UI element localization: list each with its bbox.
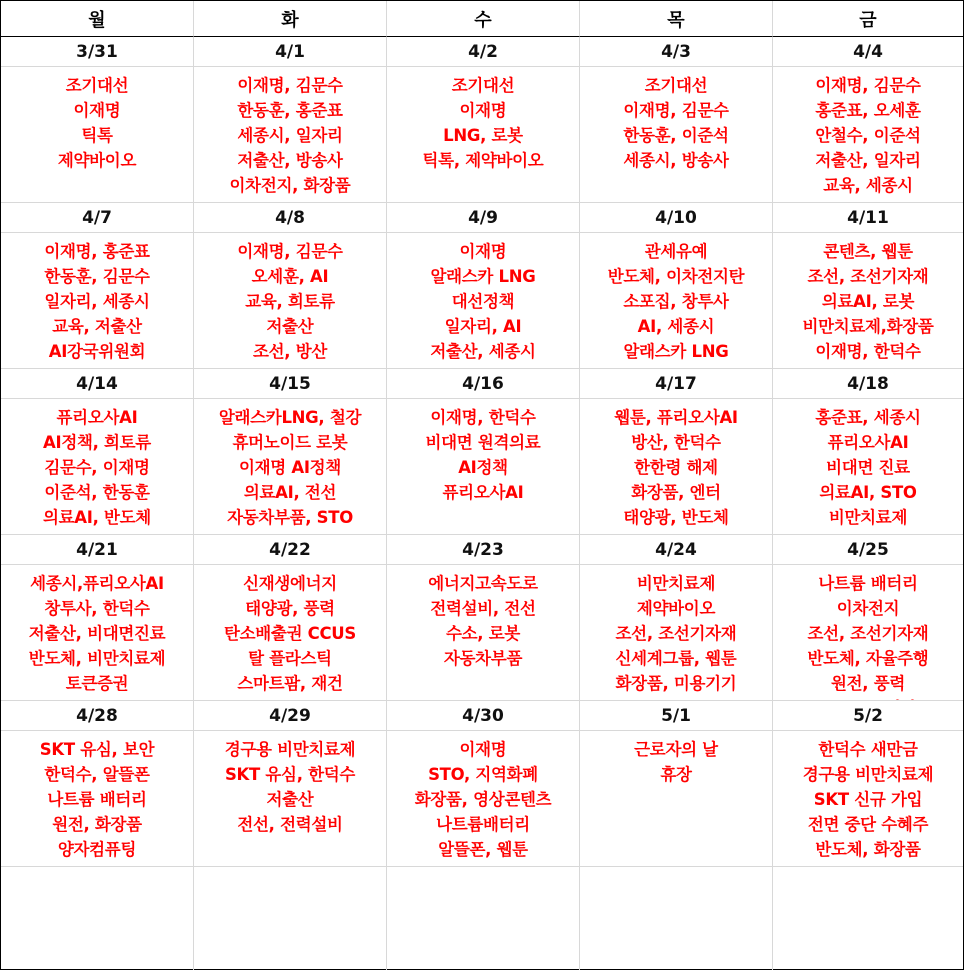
day-cell [773, 369, 963, 535]
theme-item: 신세계그룹, 웹툰 [615, 649, 737, 668]
theme-list [808, 565, 929, 701]
theme-item: 전력설비, 전선 [430, 599, 536, 618]
theme-item: 교육, 세종시 [823, 176, 913, 195]
day-date: 4/28 [1, 701, 193, 731]
day-date: 5/1 [580, 701, 772, 731]
theme-item: 조선, 조선기자재 [615, 624, 737, 643]
theme-item: 퓨리오사AI [827, 433, 909, 452]
theme-item: 일자리, AI [444, 317, 522, 336]
day-date: 4/10 [580, 203, 772, 233]
theme-item: 원전, 화장품 [52, 815, 142, 834]
theme-item: 의료AI, 반도체 [43, 508, 151, 527]
theme-item: 틱톡 [81, 126, 113, 145]
theme-item: AI강국위원회 [48, 342, 146, 361]
theme-item: 화장품, 엔터 [631, 483, 721, 502]
theme-item: 화장품, 영상콘텐츠 [414, 790, 552, 809]
empty-cell [580, 867, 773, 970]
theme-item: 교육, 희토류 [245, 292, 335, 311]
day-date: 4/3 [580, 37, 772, 67]
theme-item: 저출산, 일자리 [815, 151, 921, 170]
theme-list [815, 399, 920, 530]
theme-item: 홍준표, 오세훈 [815, 101, 921, 120]
theme-list [43, 399, 151, 530]
theme-item: 퓨리오사AI [442, 483, 524, 502]
theme-item: 스마트팜, 재건 [237, 674, 343, 693]
theme-list [623, 67, 728, 173]
day-cell [387, 535, 580, 701]
theme-item: 자동차부품 [443, 649, 523, 668]
theme-item: 비만치료제 [828, 508, 908, 527]
day-cell [773, 37, 963, 203]
theme-list [219, 399, 361, 530]
day-date: 4/4 [773, 37, 963, 67]
day-date: 4/2 [387, 37, 579, 67]
day-cell [387, 203, 580, 369]
theme-item: 한동훈, 홍준표 [237, 101, 343, 120]
theme-list [230, 67, 351, 198]
theme-list [616, 565, 737, 696]
day-cell [387, 369, 580, 535]
theme-item: 조선, 조선기자재 [807, 267, 929, 286]
day-cell [194, 701, 387, 867]
day-cell [1, 535, 194, 701]
theme-item: 비만치료제,화장품 [802, 317, 934, 336]
theme-item: 이재명 AI정책 [239, 458, 341, 477]
empty-cell [387, 867, 580, 970]
day-date: 4/18 [773, 369, 963, 399]
theme-item: 대선정책 [451, 292, 515, 311]
theme-item: 자동차부품, STO [227, 508, 353, 527]
day-date: 4/15 [194, 369, 386, 399]
day-cell [1, 203, 194, 369]
theme-list [815, 67, 920, 198]
theme-item: 이재명, 홍준표 [44, 242, 150, 261]
theme-item: 이차전지 [836, 599, 900, 618]
theme-item: 태양광, 반도체 [623, 508, 729, 527]
theme-item: 토큰증권 [65, 674, 129, 693]
theme-item: 제약바이오 [57, 151, 137, 170]
theme-item: 이재명, 김문수 [237, 242, 343, 261]
theme-item: 한덕수 새만금 [818, 740, 918, 759]
day-date: 5/2 [773, 701, 963, 731]
theme-list [608, 233, 745, 364]
day-cell [580, 369, 773, 535]
theme-item: 이재명, 김문수 [237, 76, 343, 95]
theme-item: 이재명, 김문수 [815, 76, 921, 95]
theme-item: 오세훈, AI [251, 267, 329, 286]
theme-item: 태양광, 풍력 [245, 599, 335, 618]
day-date: 4/21 [1, 535, 193, 565]
theme-item: 저출산, 세종시 [430, 342, 536, 361]
day-date: 4/30 [387, 701, 579, 731]
theme-item: 홍준표, 세종시 [815, 408, 921, 427]
theme-item: 세종시,퓨리오사AI [30, 574, 164, 593]
theme-list [224, 565, 356, 696]
theme-list [40, 731, 154, 862]
theme-item: 세종시, 일자리 [237, 126, 343, 145]
day-cell [194, 37, 387, 203]
theme-item: 한덕수, 알뜰폰 [44, 765, 150, 784]
theme-item: 반도체, 이차전지탄 [607, 267, 745, 286]
theme-item: 경구용 비만치료제 [802, 765, 934, 784]
theme-item: AI, 세종시 [637, 317, 715, 336]
day-date: 4/14 [1, 369, 193, 399]
theme-item: 의료AI, 전선 [243, 483, 337, 502]
theme-item: 나트륨 배터리 [818, 574, 918, 593]
theme-item: 탄소배출권 CCUS [224, 624, 356, 643]
theme-item: 근로자의 날 [634, 740, 718, 759]
theme-item: 의료AI, 로봇 [821, 292, 915, 311]
theme-item: 저출산, 방송사 [237, 151, 343, 170]
theme-item: 저출산, 비대면진료 [28, 624, 166, 643]
theme-item: 교육, 저출산 [52, 317, 142, 336]
theme-item: 휴장 [660, 765, 692, 784]
day-cell [773, 701, 963, 867]
theme-list [44, 233, 149, 364]
day-date: 4/23 [387, 535, 579, 565]
theme-item: 조기대선 [65, 76, 129, 95]
theme-item: 이재명, 김문수 [623, 101, 729, 120]
theme-item: 이재명 [459, 242, 507, 261]
day-cell [773, 535, 963, 701]
empty-cell [194, 867, 387, 970]
day-cell [580, 37, 773, 203]
day-cell [580, 535, 773, 701]
theme-list [802, 233, 933, 364]
day-date: 3/31 [1, 37, 193, 67]
theme-item: 탈 플라스틱 [248, 649, 332, 668]
theme-item: SKT 유심, 한덕수 [224, 765, 356, 784]
theme-item: 알래스카LNG, 철강 [218, 408, 362, 427]
weekday-header-mon: 월 [1, 1, 194, 37]
day-date: 4/11 [773, 203, 963, 233]
theme-list [428, 565, 537, 671]
day-cell [1, 369, 194, 535]
theme-item: 한한령 해제 [634, 458, 718, 477]
theme-list [634, 731, 718, 787]
theme-item: 한동훈, 김문수 [44, 267, 150, 286]
day-date: 4/25 [773, 535, 963, 565]
theme-item: 알래스카 LNG [623, 342, 729, 361]
theme-item: 퓨리오사AI [56, 408, 138, 427]
theme-item: 소포집, 창투사 [623, 292, 729, 311]
theme-item: 조선, 조선기자재 [807, 624, 929, 643]
theme-item: 반도체, 화장품 [815, 840, 921, 859]
weekday-header-tue: 화 [194, 1, 387, 37]
theme-item: 김문수, 이재명 [44, 458, 150, 477]
theme-item: 이재명 [459, 740, 507, 759]
theme-item: 이재명 [459, 101, 507, 120]
theme-item: 제약바이오 [636, 599, 716, 618]
theme-item: 틱톡, 제약바이오 [422, 151, 544, 170]
theme-item: 창투사, 한덕수 [44, 599, 150, 618]
theme-item: 한동훈, 이준석 [623, 126, 729, 145]
theme-item: 저출산 [266, 790, 314, 809]
day-cell [387, 701, 580, 867]
theme-item: 알뜰폰, 웹툰 [438, 840, 528, 859]
empty-cell [1, 867, 194, 970]
theme-item: 비대면 원격의료 [425, 433, 541, 452]
theme-item: 이재명, 한덕수 [430, 408, 536, 427]
theme-item: 이준석, 한동훈 [44, 483, 150, 502]
day-cell [194, 535, 387, 701]
theme-item: 비대면 진료 [826, 458, 910, 477]
theme-item: 전면 중단 수혜주 [807, 815, 929, 834]
theme-item: 수소, 로봇 [446, 624, 520, 643]
theme-item: 조기대선 [644, 76, 708, 95]
theme-item: 반도체, 비만치료제 [28, 649, 166, 668]
theme-list [237, 233, 342, 364]
theme-item: 세종시, 방송사 [623, 151, 729, 170]
theme-item: 방산, 한덕수 [631, 433, 721, 452]
theme-item: AI정책 [458, 458, 508, 477]
theme-item: LNG, 로봇 [443, 126, 523, 145]
theme-item: 원전, 풍력 [831, 674, 905, 693]
theme-item: 에너지고속도로 [428, 574, 538, 593]
theme-item: 화장품, 미용기기 [615, 674, 737, 693]
theme-item: 이재명, 한덕수 [815, 342, 921, 361]
theme-item: 관세유예 [644, 242, 708, 261]
day-cell [1, 701, 194, 867]
weekday-header-wed: 수 [387, 1, 580, 37]
day-cell [580, 701, 773, 867]
weekday-header-thu: 목 [580, 1, 773, 37]
theme-list [225, 731, 356, 837]
theme-item: 비만치료제 [636, 574, 716, 593]
day-date: 4/17 [580, 369, 772, 399]
theme-item: SKT 신규 가입 [813, 790, 923, 809]
theme-item: 신재생에너지 [243, 574, 337, 593]
empty-cell [773, 867, 963, 970]
theme-item: 저출산 [266, 317, 314, 336]
theme-list [430, 233, 535, 364]
theme-item: 조기대선 [451, 76, 515, 95]
theme-item: 일자리, 세종시 [44, 292, 150, 311]
theme-item: 안철수, 이준석 [815, 126, 921, 145]
day-cell [194, 203, 387, 369]
theme-item: 경구용 비만치료제 [224, 740, 356, 759]
day-date: 4/1 [194, 37, 386, 67]
day-date: 4/7 [1, 203, 193, 233]
day-cell [1, 37, 194, 203]
day-date: 4/29 [194, 701, 386, 731]
theme-item: AI정책, 희토류 [43, 433, 151, 452]
theme-item: 나트륨배터리 [436, 815, 530, 834]
theme-item: 웹툰, 퓨리오사AI [614, 408, 738, 427]
day-cell [773, 203, 963, 369]
theme-item: 이차전지, 화장품 [229, 176, 351, 195]
theme-list [58, 67, 136, 173]
theme-list [426, 399, 541, 505]
theme-list [803, 731, 934, 862]
theme-item: SKT 유심, 보안 [39, 740, 155, 759]
day-cell [194, 369, 387, 535]
weekday-header-fri: 금 [773, 1, 963, 37]
theme-list [423, 67, 544, 173]
day-date: 4/8 [194, 203, 386, 233]
theme-item: 조선, 방산 [253, 342, 327, 361]
theme-list [29, 565, 166, 696]
day-date: 4/9 [387, 203, 579, 233]
theme-item: STO, 지역화폐 [428, 765, 538, 784]
theme-item: 반도체, 자율주행 [807, 649, 929, 668]
theme-item: 의료AI, STO [819, 483, 917, 502]
theme-list [415, 731, 552, 862]
theme-item: 나트륨 배터리 [47, 790, 147, 809]
theme-item: 전선, 전력설비 [237, 815, 343, 834]
day-cell [580, 203, 773, 369]
theme-item: 이재명 [73, 101, 121, 120]
theme-item: 양자컴퓨팅 [57, 840, 137, 859]
theme-item: 알래스카 LNG [430, 267, 536, 286]
day-date: 4/24 [580, 535, 772, 565]
theme-item: 휴머노이드 로봇 [232, 433, 348, 452]
theme-list [614, 399, 738, 530]
theme-item: 콘텐츠, 웹툰 [823, 242, 913, 261]
day-date: 4/16 [387, 369, 579, 399]
day-date: 4/22 [194, 535, 386, 565]
day-cell [387, 37, 580, 203]
